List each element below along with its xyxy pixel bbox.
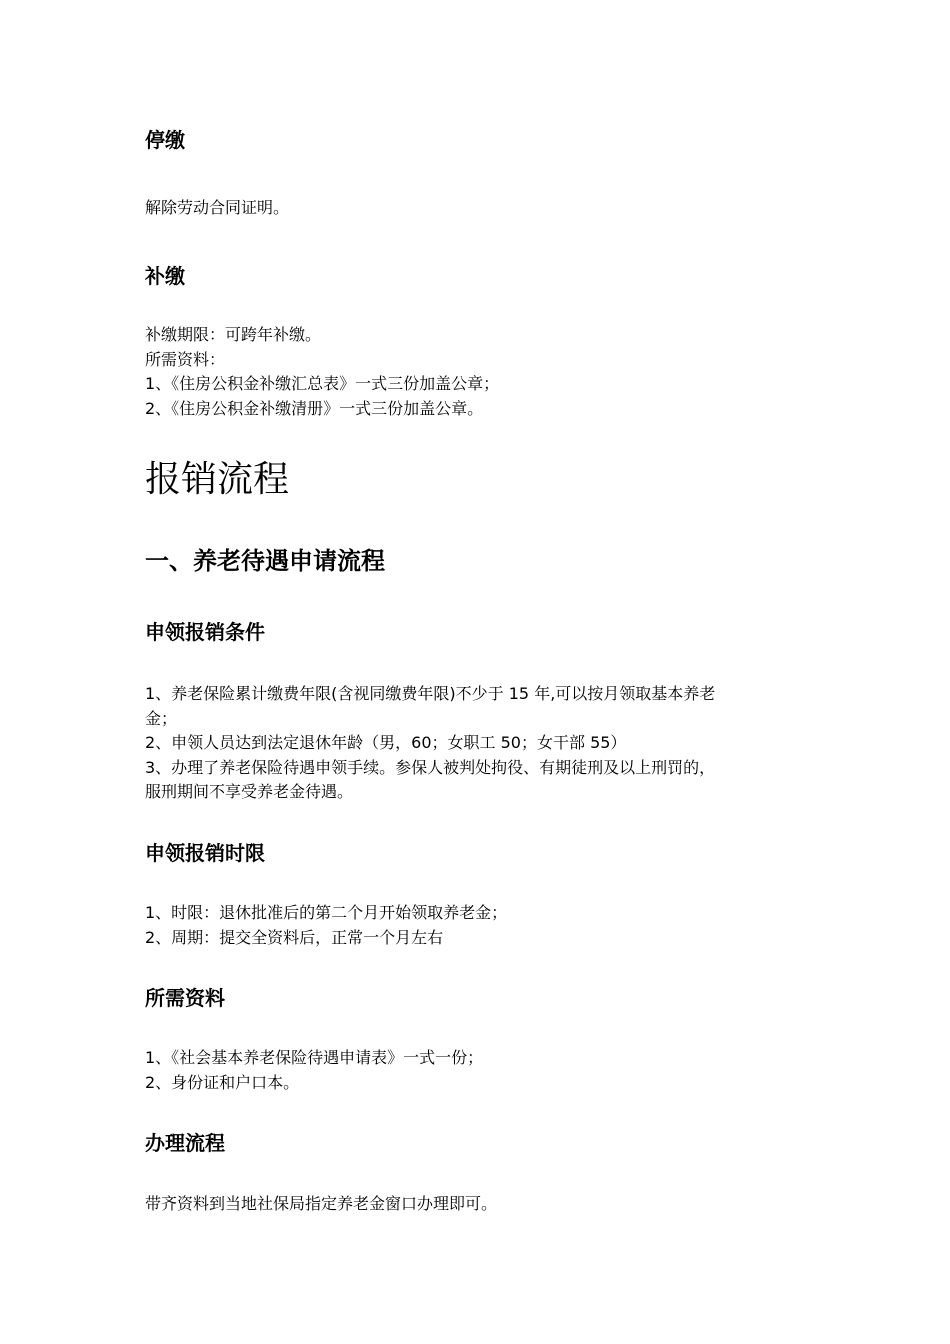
list-item: 2、《住房公积金补缴清册》一式三份加盖公章。 [145,398,484,418]
list-item: 1、《住房公积金补缴汇总表》一式三份加盖公章； [145,374,500,393]
heading-conditions: 申领报销条件 [145,620,265,644]
heading-materials: 所需资料 [145,986,225,1010]
list-item: 1、时限：退休批准后的第二个月开始领取养老金； [145,903,508,922]
text-line: 解除劳动合同证明。 [145,198,290,217]
text-line: 带齐资料到当地社保局指定养老金窗口办理即可。 [145,1194,498,1213]
paragraph-materials [145,1046,483,1095]
text-line: 金； [145,708,178,728]
list-item: 2、申领人员达到法定退休年龄（男，60；女职工 50；女干部 55） [145,733,627,752]
paragraph-conditions [145,682,715,805]
heading-pension-process: 一、养老待遇申请流程 [145,547,385,575]
list-item: 2、身份证和户口本。 [145,1072,300,1092]
paragraph-procedure [145,1192,497,1217]
heading-back-pay: 补缴 [145,264,185,288]
heading-reimbursement: 报销流程 [145,459,290,500]
list-item: 1、《社会基本养老保险待遇申请表》一式一份； [145,1048,484,1067]
heading-time-limit: 申领报销时限 [145,841,265,865]
paragraph-time-limit [145,901,507,950]
list-item: 1、养老保险累计缴费年限(含视同缴费年限)不少于 15 年,可以按月领取基本养老 [145,684,716,703]
paragraph-stop-pay [145,196,289,221]
heading-stop-pay: 停缴 [145,128,185,152]
text-line: 所需资料： [145,349,226,369]
text-line: 服刑期间不享受养老金待遇。 [145,782,354,801]
list-item: 3、办理了养老保险待遇申领手续。参保人被判处拘役、有期徒刑及以上刑罚的， [145,757,716,777]
paragraph-back-pay [145,323,499,421]
text-line: 补缴期限：可跨年补缴。 [145,325,322,344]
heading-procedure: 办理流程 [145,1131,225,1155]
list-item: 2、周期：提交全资料后，正常一个月左右 [145,927,444,947]
